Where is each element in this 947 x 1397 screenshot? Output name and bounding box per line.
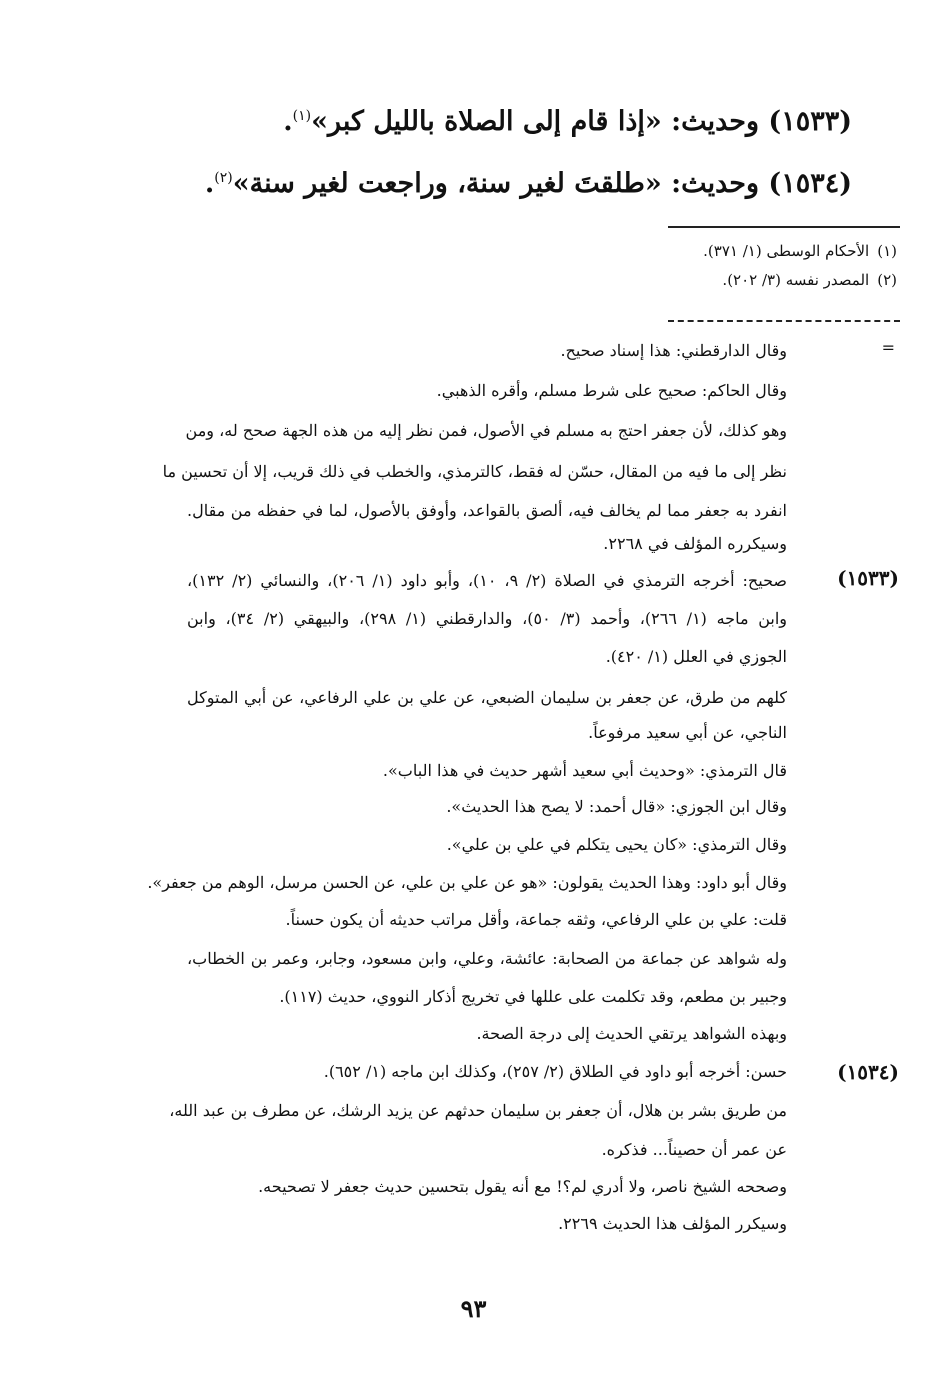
- commentary-line: وابن ماجه (١/ ٢٦٦)، وأحمد (٣/ ٥٠)، والدارقطني (١/ ٢٩٨)، والبيهقي (٢/ ٣٤)، وابن: [187, 609, 788, 628]
- hadith-end: .: [283, 106, 293, 137]
- commentary-line: وقال أبو داود: وهذا الحديث يقولون: «هو عن علي بن علي، عن الحسن مرسل، الوهم من جعفر».: [147, 873, 787, 892]
- commentary-line: وله شواهد عن جماعة من الصحابة: عائشة، وعلي، وابن مسعود، وجابر، وعمر بن الخطاب،: [187, 949, 787, 968]
- commentary-line: وقال الحاكم: صحيح على شرط مسلم، وأقره الذهبي.: [436, 381, 787, 400]
- footnote-2: [722, 268, 897, 292]
- commentary-line: حسن: أخرجه أبو داود في الطلاق (٢/ ٢٥٧)، وكذلك ابن ماجه (١/ ٦٥٢).: [323, 1062, 787, 1081]
- hadith-1534: [60, 158, 852, 204]
- commentary-line: وجبير بن مطعم، وقد تكلمت على عللها في تخريج أذكار النووي، حديث (١١٧).: [279, 987, 787, 1006]
- commentary-line: وقال الدارقطني: هذا إسناد صحيح.: [560, 341, 787, 360]
- footnote-text: المصدر نفسه (٣/ ٢٠٢).: [722, 271, 870, 289]
- footnote-number: (١): [877, 242, 897, 260]
- commentary-line: وسيكرره المؤلف في ٢٢٦٨.: [603, 534, 787, 553]
- commentary-line: قلت: علي بن علي الرفاعي، وثقه جماعة، وأقل مراتب حديثه أن يكون حسناً.: [285, 910, 787, 929]
- commentary-line: وقال الترمذي: «كان يحيى يتكلم في علي بن علي».: [446, 835, 787, 854]
- commentary-line: نظر إلى ما فيه من المقال، حسّن له فقط، كالترمذي، والخطب في ذلك قريب، إلا أن تحسين ما: [162, 462, 787, 481]
- footnote-ref: (١): [292, 108, 312, 124]
- commentary-line: وبهذه الشواهد يرتقي الحديث إلى درجة الصحة.: [476, 1024, 787, 1043]
- page-number: ٩٣: [460, 1294, 487, 1323]
- footnote-number: (٢): [877, 271, 897, 289]
- commentary-line: وسيكرر المؤلف هذا الحديث ٢٢٦٩.: [558, 1214, 787, 1233]
- commentary-line: وقال ابن الجوزي: «قال أحمد: لا يصح هذا الحديث».: [446, 797, 787, 816]
- entry-number-1533: (١٥٣٣): [837, 566, 899, 590]
- footnote-separator: [668, 226, 900, 228]
- commentary-line: عن عمر أن حصيناً... فذكره.: [601, 1140, 787, 1159]
- commentary-separator: [668, 320, 900, 322]
- hadith-1533: [60, 96, 852, 142]
- commentary-line: الناجي، عن أبي سعيد مرفوعاً.: [588, 723, 787, 742]
- commentary-line: صحيح: أخرجه الترمذي في الصلاة (٢/ ٩، ١٠)، وأبو داود (١/ ٢٠٦)، والنسائي (٢/ ١٣٢)،: [187, 571, 788, 590]
- footnote-text: الأحكام الوسطى (١/ ٣٧١).: [703, 242, 870, 260]
- commentary-line: من طريق بشر بن هلال، أن جعفر بن سليمان حدثهم عن يزيد الرشك، عن مطرف بن عبد الله،: [169, 1101, 787, 1120]
- hadith-number: (١٥٣٤): [768, 168, 852, 199]
- commentary-line: وهو كذلك، لأن جعفر احتج به مسلم في الأصول، فمن نظر إليه من هذه الجهة صحح له، ومن: [185, 421, 787, 440]
- footnote-1: [703, 239, 897, 263]
- commentary-line: قال الترمذي: «وحديث أبي سعيد أشهر حديث في هذا الباب».: [382, 761, 787, 780]
- commentary-line: الجوزي في العلل (١/ ٤٢٠).: [605, 647, 787, 666]
- commentary-line: وصححه الشيخ ناصر، ولا أدري لم؟! مع أنه يقول بتحسين حديث جعفر لا تصحيحه.: [258, 1177, 787, 1196]
- hadith-text: وحديث: «طلقتَ لغير سنة، وراجعت لغير سنة»: [232, 168, 760, 199]
- footnote-ref: (٢): [214, 170, 233, 186]
- entry-number-1534: (١٥٣٤): [837, 1060, 899, 1084]
- commentary-line: كلهم من طرق، عن جعفر بن سليمان الضبعي، عن علي بن علي الرفاعي، عن أبي المتوكل: [187, 688, 787, 707]
- continuation-mark: =: [881, 338, 895, 357]
- hadith-text: وحديث: «إذا قام إلى الصلاة بالليل كبر»: [311, 106, 760, 137]
- commentary-line: انفرد به جعفر مما لم يخالف فيه، ألصق بالقواعد، وأوفق بالأصول، لما في حفظه من مقال.: [187, 501, 787, 520]
- hadith-number: (١٥٣٣): [768, 106, 852, 137]
- hadith-end: .: [204, 168, 215, 199]
